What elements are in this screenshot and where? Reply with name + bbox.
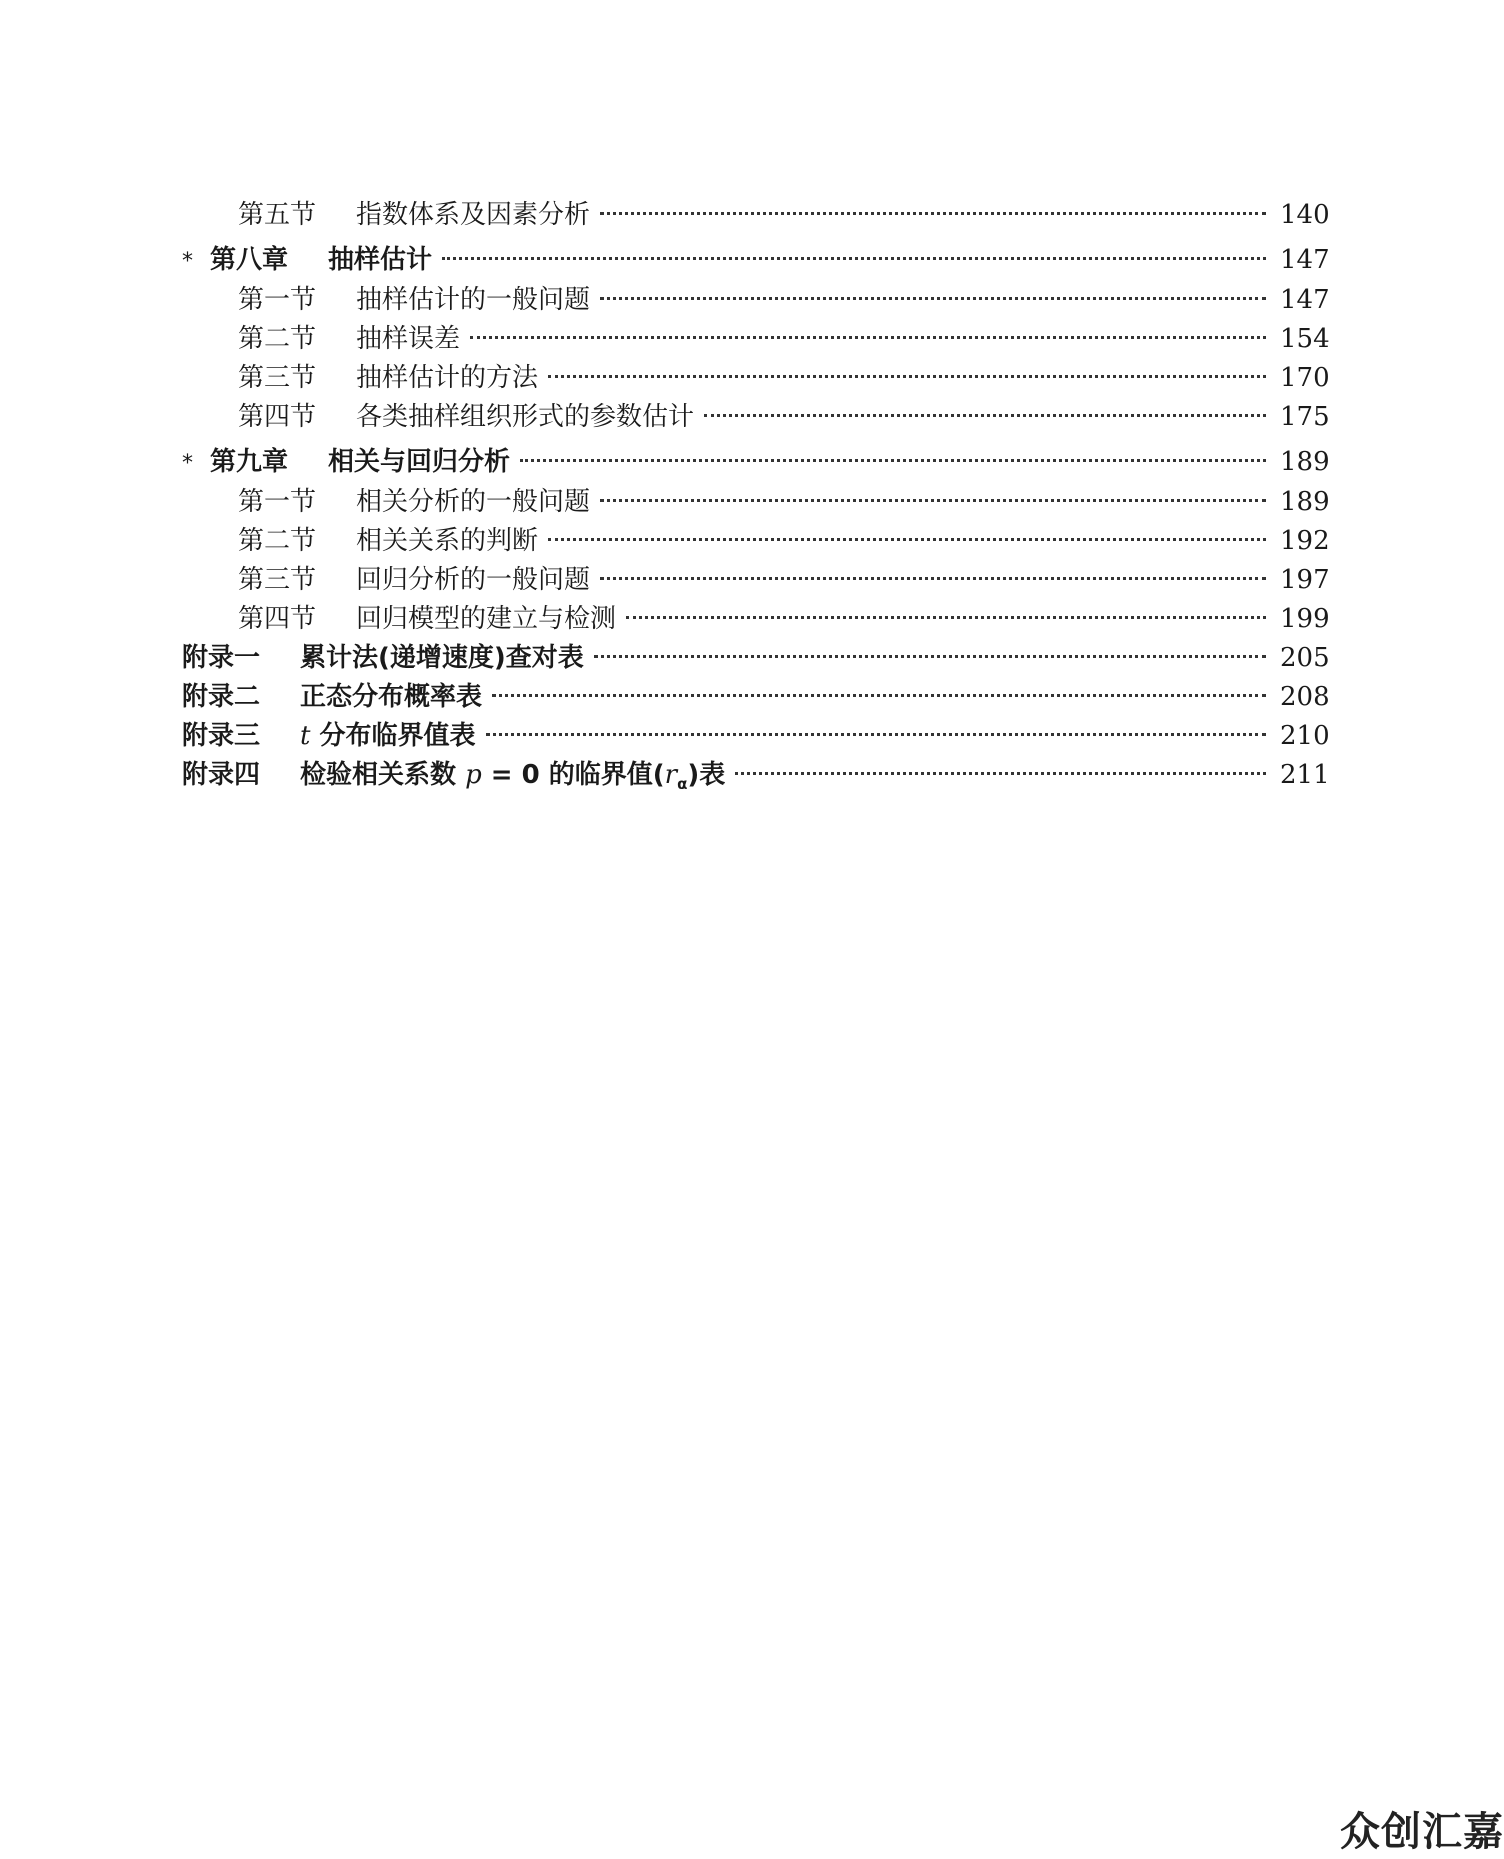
toc-label: 附录四 (182, 760, 261, 790)
math-subscript-alpha: α (677, 775, 688, 793)
toc-label: 附录三 (182, 721, 261, 751)
toc-page-number: 189 (1280, 447, 1330, 477)
toc-entry[interactable] (182, 320, 1330, 359)
dot-leader (735, 772, 1266, 775)
toc-entry[interactable] (182, 196, 1330, 235)
toc-page-number: 199 (1280, 604, 1330, 634)
toc-entry[interactable] (182, 398, 1330, 437)
title-text: 分布临界值表 (310, 721, 476, 751)
toc-title: 抽样估计的一般问题 (356, 285, 591, 315)
toc-label: 第八章 (210, 245, 289, 275)
toc-page-number: 170 (1280, 363, 1330, 393)
toc-page-number: 208 (1280, 682, 1330, 712)
dot-leader (492, 694, 1266, 697)
math-variable-t: t (300, 721, 311, 751)
toc-title: 正态分布概率表 (300, 682, 483, 712)
toc-label: 附录二 (182, 682, 261, 712)
dot-leader (548, 375, 1266, 378)
dot-leader (470, 336, 1266, 339)
toc-title: 抽样误差 (356, 324, 461, 354)
toc-label: 第二节 (238, 526, 317, 556)
star-marker: * (182, 451, 193, 476)
toc-page-number: 147 (1280, 245, 1330, 275)
dot-leader (520, 459, 1266, 462)
toc-page-number: 147 (1280, 285, 1330, 315)
table-of-contents (182, 196, 1330, 795)
watermark-logo: 众创汇嘉 (1340, 1809, 1504, 1855)
toc-page-number: 140 (1280, 200, 1330, 230)
star-marker: * (182, 249, 193, 274)
dot-leader (704, 414, 1266, 417)
toc-label: 附录一 (182, 643, 261, 673)
toc-appendix-entry[interactable] (182, 756, 1330, 795)
toc-entry[interactable] (182, 522, 1330, 561)
toc-title: 回归模型的建立与检测 (356, 604, 617, 634)
toc-title: 相关分析的一般问题 (356, 487, 591, 517)
toc-label: 第三节 (238, 363, 317, 393)
math-variable-r: r (664, 760, 678, 790)
toc-title: 相关与回归分析 (328, 447, 511, 477)
dot-leader (486, 733, 1266, 736)
toc-title: 各类抽样组织形式的参数估计 (356, 402, 695, 432)
toc-label: 第九章 (210, 447, 289, 477)
toc-title: 累计法(递增速度)查对表 (300, 643, 584, 673)
title-text: )表 (687, 760, 726, 790)
toc-label: 第三节 (238, 565, 317, 595)
toc-page-number: 175 (1280, 402, 1330, 432)
dot-leader (442, 257, 1266, 260)
dot-leader (594, 655, 1266, 658)
toc-page-number: 210 (1280, 721, 1330, 751)
toc-chapter-entry[interactable] (182, 443, 1330, 483)
toc-title (300, 756, 725, 804)
toc-entry[interactable] (182, 359, 1330, 398)
dot-leader (548, 538, 1266, 541)
dot-leader (600, 212, 1266, 215)
toc-page-number: 197 (1280, 565, 1330, 595)
toc-label: 第五节 (238, 200, 317, 230)
title-text: = 0 的临界值( (481, 760, 665, 790)
toc-appendix-entry[interactable] (182, 639, 1330, 678)
toc-title: 抽样估计的方法 (356, 363, 539, 393)
title-text: 检验相关系数 (300, 760, 466, 790)
toc-appendix-entry[interactable] (182, 678, 1330, 717)
dot-leader (600, 499, 1266, 502)
toc-label: 第二节 (238, 324, 317, 354)
toc-chapter-entry[interactable] (182, 241, 1330, 281)
dot-leader (626, 616, 1266, 619)
toc-title: 指数体系及因素分析 (356, 200, 591, 230)
toc-page-number: 154 (1280, 324, 1330, 354)
toc-page-number: 189 (1280, 487, 1330, 517)
toc-label: 第四节 (238, 604, 317, 634)
toc-title (300, 717, 476, 756)
toc-label: 第四节 (238, 402, 317, 432)
dot-leader (600, 577, 1266, 580)
toc-label: 第一节 (238, 285, 317, 315)
toc-page-number: 205 (1280, 643, 1330, 673)
toc-title: 回归分析的一般问题 (356, 565, 591, 595)
toc-entry[interactable] (182, 281, 1330, 320)
toc-page-number: 211 (1280, 760, 1330, 790)
dot-leader (600, 297, 1266, 300)
toc-title: 抽样估计 (328, 245, 433, 275)
toc-title: 相关关系的判断 (356, 526, 539, 556)
toc-entry[interactable] (182, 483, 1330, 522)
toc-entry[interactable] (182, 600, 1330, 639)
toc-appendix-entry[interactable] (182, 717, 1330, 756)
toc-label: 第一节 (238, 487, 317, 517)
math-variable-p: p (465, 760, 482, 790)
toc-page-number: 192 (1280, 526, 1330, 556)
toc-entry[interactable] (182, 561, 1330, 600)
